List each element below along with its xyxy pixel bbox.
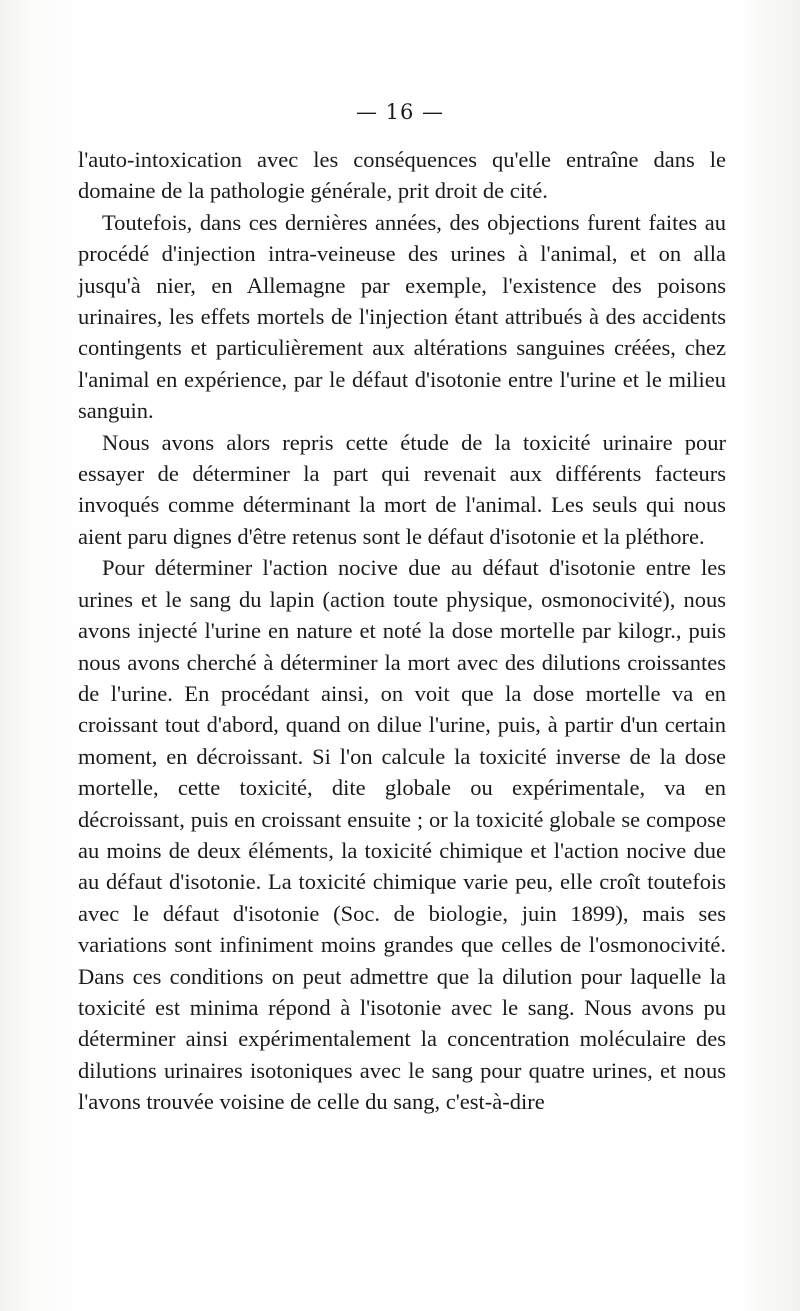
paragraph-continued: l'auto-intoxication avec les conséquences qu'elle entraîne dans le domaine de la pathologie générale, prit droit de cité.	[78, 147, 726, 204]
paragraph-objections: Toutefois, dans ces dernières années, des objections furent faites au procédé d'injection intra-veineuse des urines à l'animal, et on alla jusqu'à nier, en Allemagne par exemple, l'existence des poisons urinaires, les effets mortels de l'injection étant attribués à des accidents contingents et particulièrement aux altérations sanguines créées, chez l'animal en expérience, par le défaut d'isotonie entre l'urine et le milieu sanguin.	[78, 209, 726, 424]
body-text	[78, 144, 726, 1118]
paragraph-isotonie: Pour déterminer l'action nocive due au défaut d'isotonie entre les urines et le sang du lapin (action toute physique, osmonocivité), nous avons injecté l'urine en nature et noté la dose mortelle par kilogr., puis nous avons cherché à déterminer la mort avec des dilutions croissantes de l'urine. En procédant ainsi, on voit que la dose mortelle va en croissant tout d'abord, quand on dilue l'urine, puis, à partir d'un certain moment, en décroissant. Si l'on calcule la toxicité inverse de la dose mortelle, cette toxicité, dite globale ou expérimentale, va en décroissant, puis en croissant ensuite ; or la toxicité globale se compose au moins de deux éléments, la toxicité chimique et l'action nocive due au défaut d'isotonie. La toxicité chimique varie peu, elle croît toutefois avec le défaut d'isotonie (Soc. de biologie, juin 1899), mais ses variations sont infiniment moins grandes que celles de l'osmonocivité. Dans ces conditions on peut admettre que la dilution pour laquelle la toxicité est minima répond à l'isotonie avec le sang. Nous avons pu déterminer ainsi expérimentalement la concentration moléculaire des dilutions urinaires isotoniques avec le sang pour quatre urines, et nous l'avons trouvée voisine de celle du sang, c'est-à-dire	[78, 555, 726, 1115]
paragraph-study: Nous avons alors repris cette étude de la toxicité urinaire pour essayer de déterminer la part qui revenait aux différents facteurs invoqués comme déterminant la mort de l'animal. Les seuls qui nous aient paru dignes d'être retenus sont le défaut d'isotonie et la pléthore.	[78, 429, 726, 549]
page-number: — 16 —	[355, 100, 445, 124]
